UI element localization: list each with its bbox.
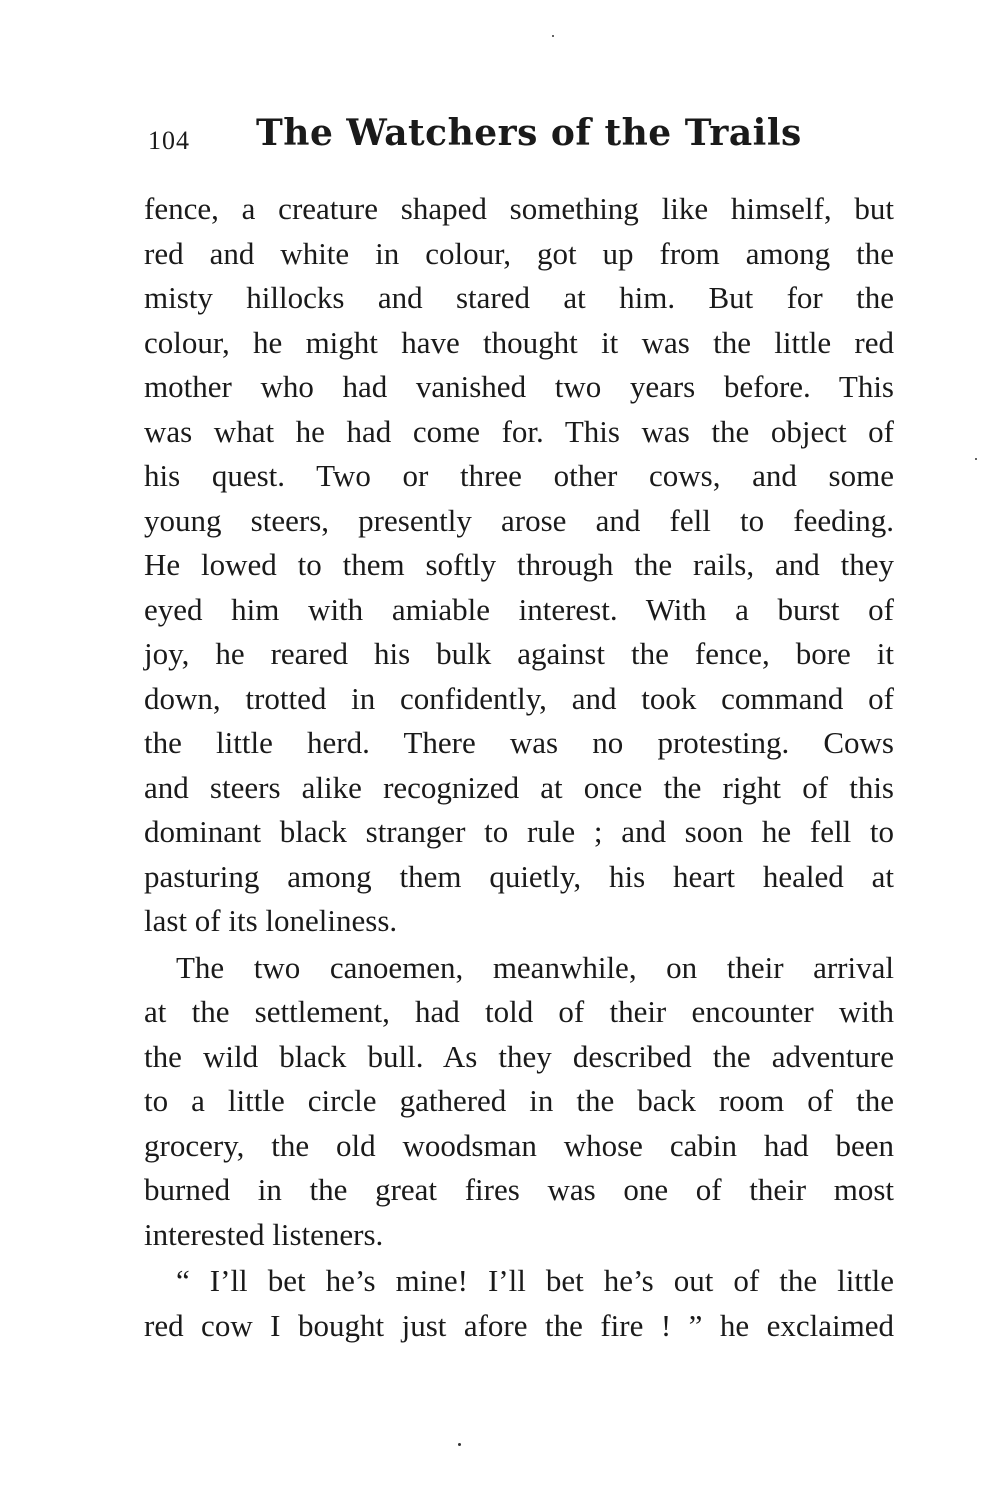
text-line: his quest. Two or three other cows, and some	[144, 458, 894, 493]
text-line: was what he had come for. This was the object of	[144, 413, 894, 449]
text-line: at the settlement, had told of their encounter with	[144, 994, 894, 1029]
paragraph-3	[144, 1259, 894, 1348]
scan-speck	[975, 458, 977, 460]
book-title: The Watchers of the Trails	[256, 112, 802, 154]
text-line: burned in the great fires was one of their most	[144, 1172, 894, 1207]
scan-speck	[458, 1443, 461, 1446]
paragraph-1	[144, 187, 894, 944]
text-line: fence, a creature shaped something like himself, but	[144, 191, 894, 226]
text-line: the little herd. There was no protesting. Cows	[144, 725, 894, 760]
text-line: red cow I bought just afore the fire ! ” he exclaimed	[144, 1307, 894, 1343]
text-line: and steers alike recognized at once the right of this	[144, 769, 894, 805]
running-head	[148, 112, 802, 162]
text-line: pasturing among them quietly, his heart healed at	[144, 858, 894, 894]
text-line: mother who had vanished two years before. This	[144, 369, 894, 404]
text-line: “ I’ll bet he’s mine! I’ll bet he’s out of the little	[176, 1263, 894, 1298]
text-line: last of its loneliness.	[144, 903, 398, 938]
text-line: dominant black stranger to rule ; and soon he fell to	[144, 814, 894, 849]
text-line: young steers, presently arose and fell to feeding.	[144, 502, 894, 538]
text-line: eyed him with amiable interest. With a burst of	[144, 591, 894, 627]
text-line: red and white in colour, got up from among the	[144, 235, 894, 271]
paragraph-2	[144, 946, 894, 1258]
text-line: colour, he might have thought it was the little red	[144, 324, 894, 360]
text-line: interested listeners.	[144, 1216, 384, 1252]
text-line: down, trotted in confidently, and took command of	[144, 680, 894, 716]
text-line: to a little circle gathered in the back room of the	[144, 1083, 894, 1118]
text-line: misty hillocks and stared at him. But for the	[144, 280, 894, 315]
text-line: The two canoemen, meanwhile, on their arrival	[176, 949, 894, 985]
text-line: He lowed to them softly through the rails, and they	[144, 547, 894, 582]
text-line: grocery, the old woodsman whose cabin had been	[144, 1127, 894, 1163]
text-line: the wild black bull. As they described the adventure	[144, 1038, 894, 1074]
page-number: 104	[148, 126, 190, 155]
scan-speck	[552, 35, 554, 37]
body-text	[144, 187, 894, 1348]
text-line: joy, he reared his bulk against the fence, bore it	[144, 636, 894, 671]
